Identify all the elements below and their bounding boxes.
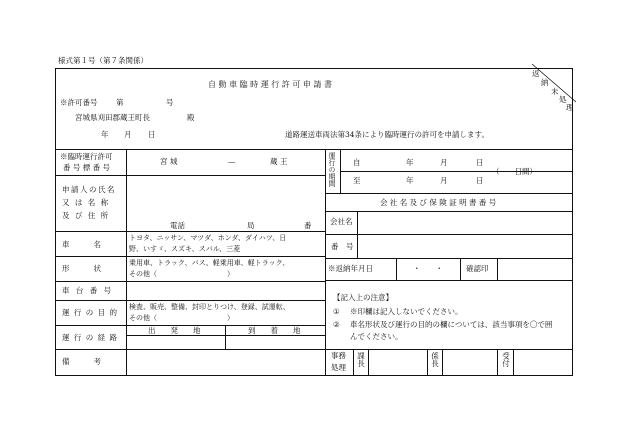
notes-item2-line2: んでください。: [350, 332, 403, 341]
period-to-month: 月: [440, 176, 448, 185]
make-label: 車 名: [62, 240, 104, 249]
application-statement: 道路運送車両法第34条により臨時運行の許可を申請します。: [285, 130, 489, 139]
make-value-1: トヨタ、ニッサン、マツダ、ホンダ、ダイハツ、日: [129, 234, 287, 242]
permit-number-suffix: 号: [166, 98, 174, 107]
addressee-name: 宮城県刈田郡蔵王町長: [75, 113, 150, 122]
notes-title: 【記入上の注意】: [333, 293, 393, 302]
route-label: 運 行 の 経 路: [62, 333, 119, 342]
plate-pref: 宮 城: [160, 157, 178, 166]
notes-item2-num: ②: [333, 320, 340, 329]
subsection-chief-label: 係長: [430, 352, 440, 367]
purpose-value-2: その他（ ）: [129, 314, 234, 322]
applicant-number: 番: [304, 221, 312, 230]
insurance-header: 会 社 名 及 び 保 険 証 明 書 番 号: [380, 198, 497, 207]
period-days: （ 日間）: [492, 167, 537, 176]
period-from-label: 自: [353, 158, 361, 167]
period-to-year: 年: [406, 176, 414, 185]
plate-label-2: 番 号 標 番 号: [63, 163, 111, 172]
route-departure: 出 発 地: [148, 326, 201, 335]
purpose-value-1: 検査、販売、整備、封印とりつけ、登録、試運転、: [129, 303, 290, 311]
date-day: 日: [148, 130, 156, 139]
notes-item1-num: ①: [333, 307, 340, 316]
corner-stamp-char-5: 理: [566, 103, 574, 112]
applicant-label-2: 又 は 名 称: [62, 198, 110, 207]
period-to-label: 至: [353, 176, 361, 185]
number-label: 番 号: [331, 242, 354, 251]
office-label-1: 事務: [331, 351, 346, 360]
form-reference: 様式第１号（第７条関係）: [58, 56, 148, 65]
applicant-phone: 電話: [170, 221, 185, 230]
permit-number-label: ※許可番号: [60, 98, 98, 107]
route-arrival: 到 着 地: [248, 326, 301, 335]
corner-stamp-char-1: 返: [532, 69, 540, 78]
type-value-1: 乗用車、トラック、バス、軽乗用車、軽トラック、: [129, 259, 290, 267]
period-to-day: 日: [476, 176, 484, 185]
corner-stamp-char-2: 納: [541, 78, 549, 87]
return-date-label: ※返納年月日: [328, 264, 373, 273]
office-label-2: 処理: [331, 363, 346, 372]
period-label: 運行の期間: [328, 152, 336, 187]
corner-stamp-char-3: 未: [551, 87, 559, 96]
applicant-label-1: 申請人の氏名: [62, 185, 116, 194]
period-from-month: 月: [440, 158, 448, 167]
addressee-honorific: 殿: [187, 113, 195, 122]
permit-number-prefix: 第: [116, 98, 124, 107]
confirm-seal-label: 確認印: [466, 264, 489, 273]
notes-item1: ※印欄は記入しないでください。: [350, 307, 463, 316]
applicant-label-3: 及 び 住 所: [62, 211, 110, 220]
plate-dash: —: [228, 157, 236, 166]
date-month: 月: [124, 130, 132, 139]
period-from-day: 日: [476, 158, 484, 167]
corner-stamp-char-4: 処: [559, 95, 567, 104]
type-value-2: その他（ ）: [129, 270, 234, 278]
reception-label: 受付: [501, 352, 511, 367]
chassis-label: 車 台 番 号: [62, 286, 114, 295]
applicant-station: 局: [247, 221, 255, 230]
plate-label-1: ※臨時運行許可: [60, 152, 113, 161]
return-date-dots: ・ ・: [413, 264, 443, 273]
section-chief-label: 課長: [356, 352, 366, 367]
type-label: 形 状: [62, 264, 104, 273]
make-value-2: 野、いすゞ、スズキ、スバル、三菱: [129, 245, 241, 253]
company-label: 会社名: [330, 217, 353, 226]
notes-item2-line1: 車名形状及び運行の目的の欄については、該当事項を〇で囲: [350, 320, 553, 329]
purpose-label: 運 行 の 目 的: [62, 308, 119, 317]
form-title: 自 動 車 臨 時 運 行 許 可 申 請 書: [208, 80, 332, 89]
period-from-year: 年: [406, 158, 414, 167]
remarks-label: 備 考: [62, 357, 104, 366]
date-year: 年: [101, 130, 109, 139]
plate-town: 蔵 王: [270, 157, 288, 166]
